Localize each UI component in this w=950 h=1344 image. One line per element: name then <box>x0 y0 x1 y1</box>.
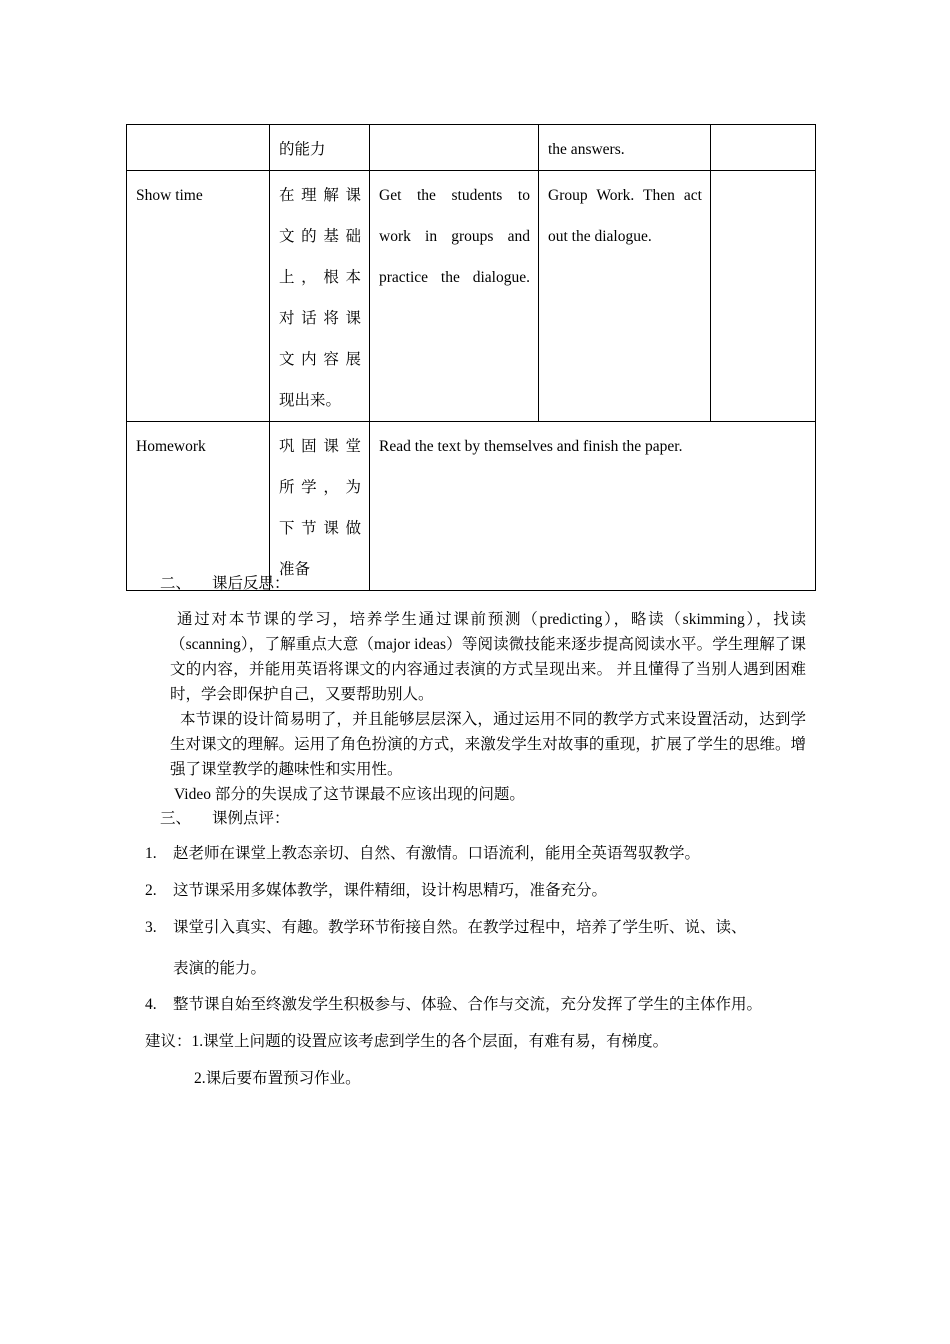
suggestion-line <box>145 1031 815 1053</box>
section-number: 三、 <box>160 810 192 827</box>
purpose-line: 的能力 <box>279 141 326 158</box>
list-item-continuation: 表演的能力。 <box>173 960 267 977</box>
list-item <box>145 917 815 939</box>
suggestion-label: 建议： <box>145 1033 192 1050</box>
purpose-cell <box>270 171 370 422</box>
purpose-line: 文的基础 <box>279 228 361 245</box>
list-item <box>145 994 815 1016</box>
section-heading-review <box>160 808 290 830</box>
purpose-cell <box>270 422 370 591</box>
student-activity-cell: the answers. <box>539 125 711 171</box>
purpose-line: 在理解课 <box>279 187 361 204</box>
suggestion-text: 1.课堂上问题的设置应该考虑到学生的各个层面，有难有易，有梯度。 <box>191 1033 669 1050</box>
purpose-line: 所学，为 <box>279 479 361 496</box>
table-row <box>127 171 816 422</box>
stage-cell: Show time <box>127 171 270 422</box>
purpose-line: 文内容展 <box>279 351 361 368</box>
homework-activity-cell: Read the text by themselves and finish the paper. <box>370 422 816 591</box>
list-item <box>145 880 815 902</box>
reflection-paragraph: 本节课的设计简易明了，并且能够层层深入，通过运用不同的教学方式来设置活动，达到学生对课文的理解。运用了角色扮演的方式，来激发学生对故事的重现，扩展了学生的思维。增强了课堂教学的趣味性和实用性。 <box>170 711 806 778</box>
section-title: 课后反思： <box>212 575 290 592</box>
purpose-cell <box>270 125 370 171</box>
note-cell <box>711 125 816 171</box>
note-cell <box>711 171 816 422</box>
reflection-paragraph: Video 部分的失误成了这节课最不应该出现的问题。 <box>174 786 525 803</box>
teacher-activity-cell: Get the students to work in groups and practice the dialogue. <box>370 171 539 422</box>
list-text: 课堂引入真实、有趣。教学环节衔接自然。在教学过程中，培养了学生听、说、读、 <box>173 919 747 936</box>
purpose-line: 准备 <box>279 561 311 578</box>
list-item <box>145 843 815 865</box>
purpose-line: 下节课做 <box>279 520 361 537</box>
purpose-line: 巩固课堂 <box>279 438 361 455</box>
list-text: 这节课采用多媒体教学，课件精细，设计构思精巧，准备充分。 <box>173 882 608 899</box>
table-row <box>127 422 816 591</box>
stage-cell: Homework <box>127 422 270 591</box>
list-text: 整节课自始至终激发学生积极参与、体验、合作与交流，充分发挥了学生的主体作用。 <box>173 996 763 1013</box>
purpose-line: 上，根本 <box>279 269 361 286</box>
suggestion-line: 2.课后要布置预习作业。 <box>194 1070 361 1087</box>
teacher-activity-cell <box>370 125 539 171</box>
list-text: 赵老师在课堂上教态亲切、自然、有激情。口语流利，能用全英语驾驭教学。 <box>173 845 701 862</box>
reflection-paragraph: 通过对本节课的学习，培养学生通过课前预测（predicting），略读（skimming），找读（scanning），了解重点大意（major ideas）等阅读微技能来逐步提高阅读水平。学生理解了课文的内容，并能用英语将课文的内容通过表演的方式呈现出来。 并且懂得了当别人遇到困难时，学会即保护自己，又要帮助别人。 <box>170 611 806 703</box>
list-number: 1. <box>145 845 157 862</box>
stage-cell <box>127 125 270 171</box>
purpose-line: 现出来。 <box>279 392 342 409</box>
section-heading-reflection <box>160 573 290 595</box>
lesson-table <box>126 124 816 591</box>
table-row <box>127 125 816 171</box>
section-title: 课例点评： <box>212 810 290 827</box>
list-number: 2. <box>145 882 157 899</box>
list-number: 3. <box>145 919 157 936</box>
student-activity-cell: Group Work. Then act out the dialogue. <box>539 171 711 422</box>
purpose-line: 对话将课 <box>279 310 361 327</box>
list-number: 4. <box>145 996 157 1013</box>
section-number: 二、 <box>160 575 192 592</box>
